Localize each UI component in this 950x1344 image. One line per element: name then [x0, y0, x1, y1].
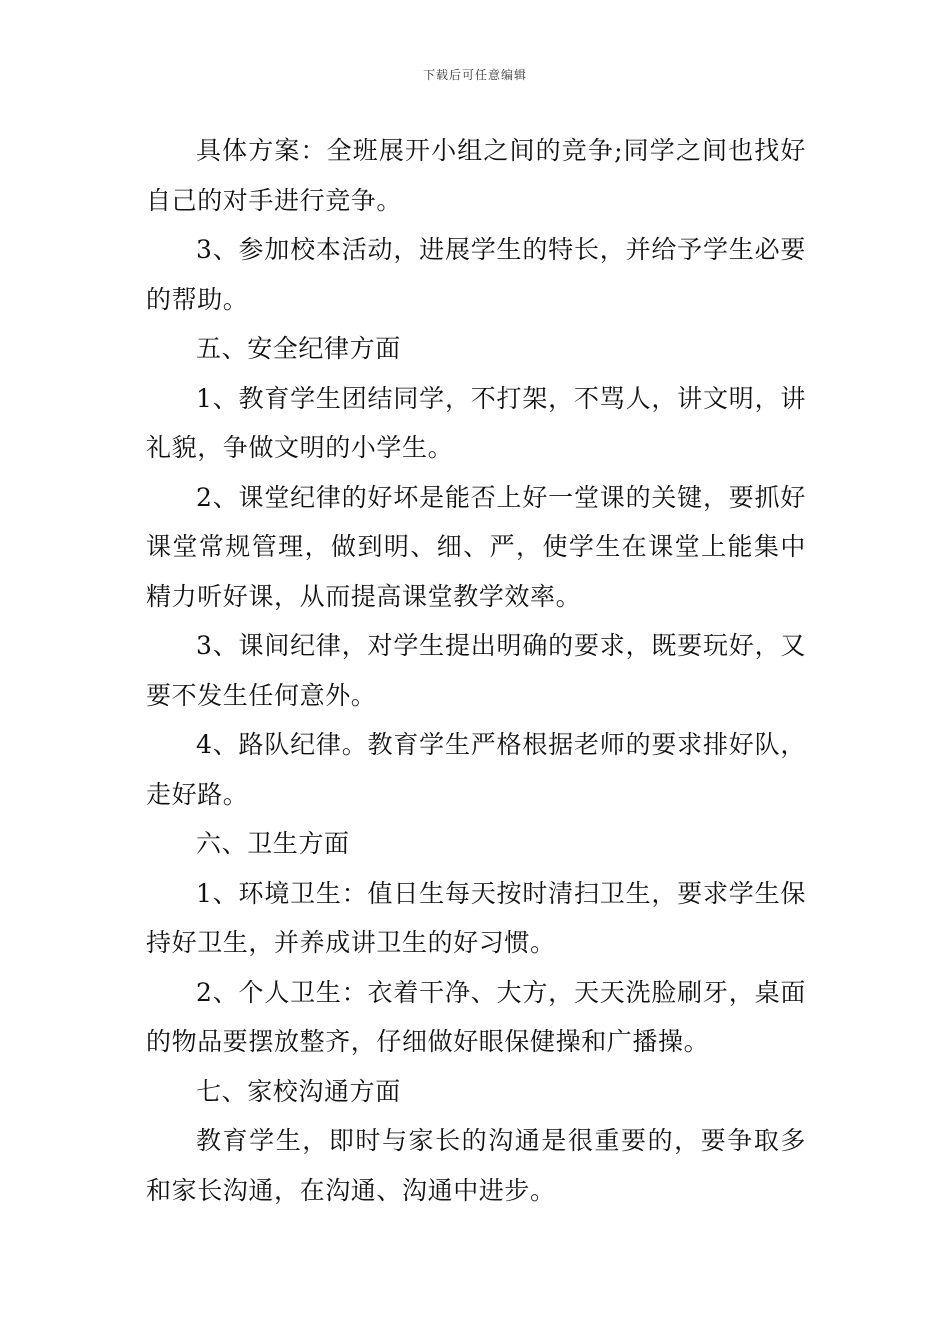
section-heading-safety-discipline: 五、安全纪律方面 [196, 334, 401, 363]
paragraph-school-activities: 3、参加校本活动，进展学生的特长，并给予学生必要的帮助。 [146, 235, 806, 314]
paragraph-break-discipline: 3、课间纪律，对学生提出明确的要求，既要玩好，又要不发生任何意外。 [146, 631, 806, 710]
document-body [146, 126, 806, 1215]
paragraph-queue-discipline: 4、路队纪律。教育学生严格根据老师的要求排好队，走好路。 [146, 730, 806, 809]
section-heading-home-school: 七、家校沟通方面 [196, 1076, 401, 1106]
paragraph-parent-communication: 教育学生，即时与家长的沟通是很重要的，要争取多和家长沟通，在沟通、沟通中进步。 [146, 1126, 806, 1205]
paragraph-environment-hygiene: 1、环境卫生：值日生每天按时清扫卫生，要求学生保持好卫生，并养成讲卫生的好习惯。 [146, 878, 806, 957]
paragraph-unity: 1、教育学生团结同学，不打架，不骂人，讲文明，讲礼貌，争做文明的小学生。 [146, 383, 806, 462]
paragraph-classroom-discipline: 2、课堂纪律的好坏是能否上好一堂课的关键，要抓好课堂常规管理，做到明、细、严，使学生在课堂上能集中精力听好课，从而提高课堂教学效率。 [146, 482, 806, 611]
paragraph-plan: 具体方案：全班展开小组之间的竞争;同学之间也找好自己的对手进行竞争。 [146, 136, 806, 215]
page-header: 下载后可任意编辑 [422, 68, 527, 82]
paragraph-personal-hygiene: 2、个人卫生：衣着干净、大方，天天洗脸刷牙，桌面的物品要摆放整齐，仔细做好眼保健操和广播操。 [146, 977, 806, 1056]
section-heading-hygiene: 六、卫生方面 [196, 829, 350, 858]
